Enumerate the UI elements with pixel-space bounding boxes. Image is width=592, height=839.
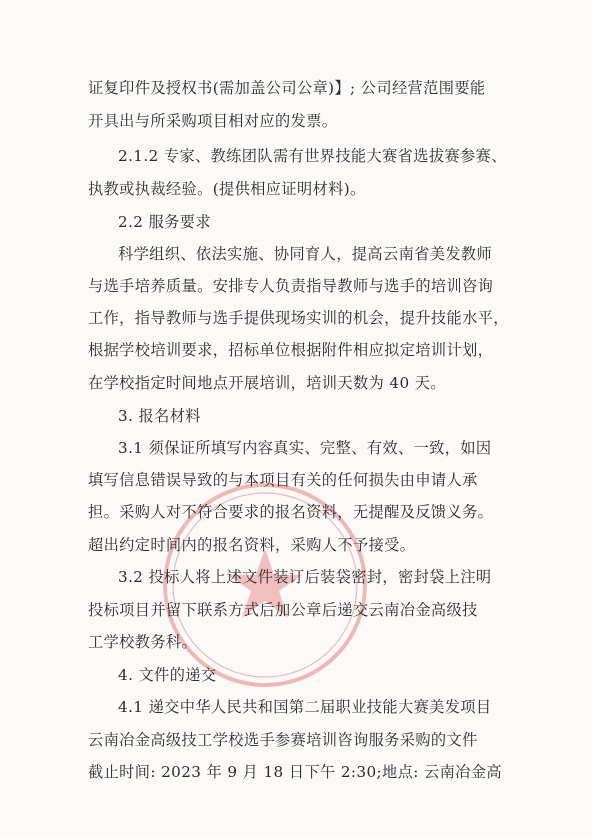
text-line: 云南冶金高级技工学校选手参赛培训咨询服务采购的文件 xyxy=(88,731,478,749)
section-heading: 2.2 服务要求 xyxy=(118,213,211,231)
text-line: 工作，指导教师与选手提供现场实训的机会，提升技能水平， xyxy=(88,309,509,327)
text-line: 与选手培养质量。安排专人负责指导教师与选手的培训咨询 xyxy=(88,277,494,295)
text-line: 工学校教务科。 xyxy=(88,633,198,651)
text-line: 超出约定时间内的报名资料，采购人不予接受。 xyxy=(88,536,416,554)
text-line: 证复印件及授权书(需加盖公司公章)】; 公司经营范围要能 xyxy=(88,79,486,97)
text-line: 科学组织、依法实施、协同育人，提高云南省美发教师 xyxy=(118,245,493,263)
text-line: 4.1 递交中华人民共和国第二届职业技能大赛美发项目 xyxy=(118,698,492,716)
text-line: 根据学校培训要求，招标单位根据附件相应拟定培训计划， xyxy=(88,341,494,359)
section-heading: 3. 报名材料 xyxy=(118,407,201,425)
text-line: 担。采购人对不符合要求的报名资料，无提醒及反馈义务。 xyxy=(88,503,494,521)
section-heading: 4. 文件的递交 xyxy=(118,666,217,684)
text-line: 填写信息错误导致的与本项目有关的任何损失由申请人承 xyxy=(88,471,478,489)
text-line: 3.2 投标人将上述文件装订后装袋密封，密封袋上注明 xyxy=(118,568,492,586)
text-line: 3.1 须保证所填写内容真实、完整、有效、一致，如因 xyxy=(118,439,492,457)
text-line: 执教或执裁经验。(提供相应证明材料)。 xyxy=(88,180,366,198)
text-line: 投标项目并留下联系方式后加公章后递交云南冶金高级技 xyxy=(88,601,478,619)
text-line: 开具出与所采购项目相对应的发票。 xyxy=(88,112,338,130)
text-line: 2.1.2 专家、教练团队需有世界技能大赛省选拔赛参赛、 xyxy=(118,147,507,165)
text-line: 在学校指定时间地点开展培训，培训天数为 40 天。 xyxy=(88,374,446,392)
text-line: 截止时间: 2023 年 9 月 18 日下午 2:30;地点: 云南冶金高 xyxy=(88,763,502,781)
